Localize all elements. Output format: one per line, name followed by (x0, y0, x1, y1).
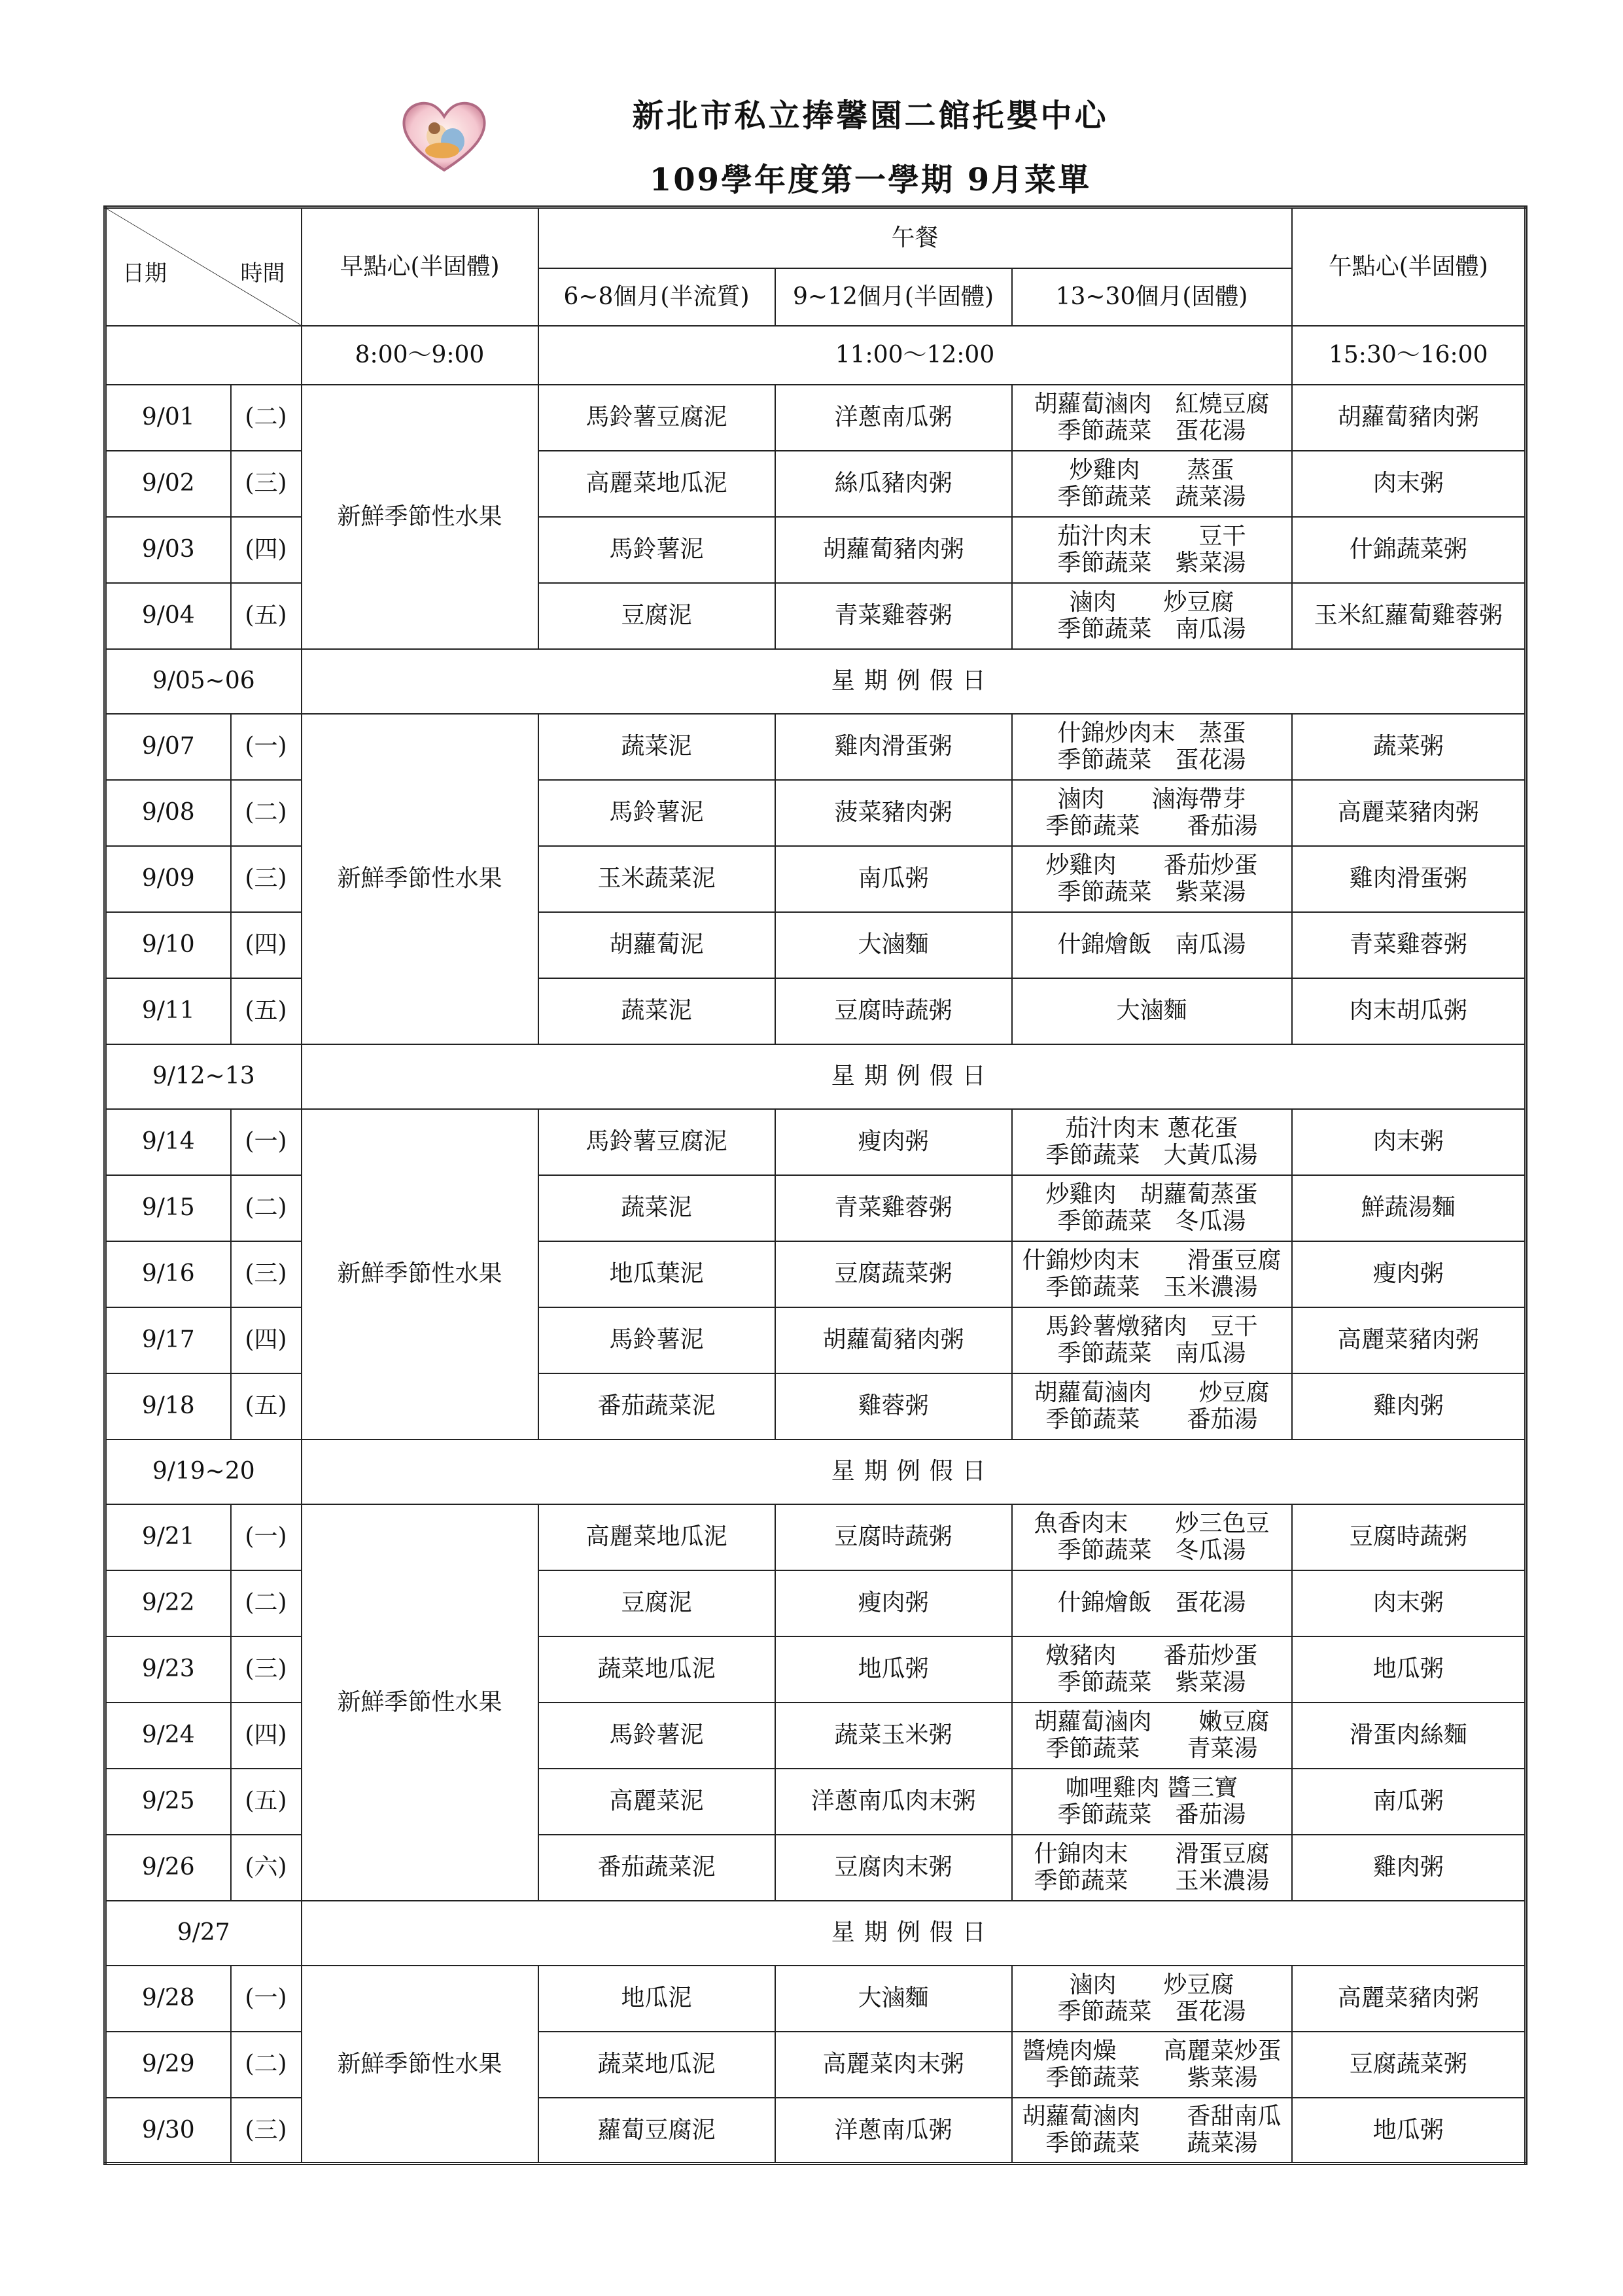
lunch-13-30-line-1: 胡蘿蔔滷肉 炒豆腐 (1034, 1379, 1270, 1406)
lunch-9-12-item: 豆腐時蔬粥 (775, 978, 1012, 1044)
breakfast-fruit: 新鮮季節性水果 (302, 1504, 538, 1901)
menu-date: 9/22 (105, 1570, 231, 1636)
lunch-13-30-item (1012, 2032, 1292, 2098)
lunch-6-8-item: 地瓜泥 (538, 1966, 775, 2032)
menu-weekday: (三) (231, 2098, 302, 2164)
menu-weekday: (一) (231, 1966, 302, 2032)
snack-item: 滑蛋肉絲麵 (1292, 1703, 1526, 1769)
lunch-13-30-line-1: 醬燒肉燥 高麗菜炒蛋 (1022, 2037, 1282, 2064)
lunch-13-30-item (1012, 978, 1292, 1044)
lunch-9-12-item: 胡蘿蔔豬肉粥 (775, 1307, 1012, 1373)
lunch-9-12-item: 胡蘿蔔豬肉粥 (775, 517, 1012, 583)
lunch-13-30-line-1: 什錦炒肉末 滑蛋豆腐 (1022, 1246, 1282, 1274)
holiday-row (105, 1439, 1526, 1504)
lunch-13-30-line-2: 季節蔬菜 南瓜湯 (1057, 616, 1246, 643)
lunch-13-30-line-2: 季節蔬菜 大黃瓜湯 (1045, 1142, 1258, 1169)
lunch-6-8-item: 豆腐泥 (538, 583, 775, 649)
snack-item: 青菜雞蓉粥 (1292, 912, 1526, 978)
lunch-13-30-line-1: 炒雞肉 胡蘿蔔蒸蛋 (1045, 1180, 1258, 1208)
lunch-6-8-item: 馬鈴薯泥 (538, 1703, 775, 1769)
snack-item: 瘦肉粥 (1292, 1241, 1526, 1307)
snack-item: 雞肉粥 (1292, 1835, 1526, 1901)
menu-weekday: (四) (231, 517, 302, 583)
menu-date: 9/21 (105, 1504, 231, 1570)
lunch-13-30-line-2: 季節蔬菜 蔬菜湯 (1045, 2130, 1258, 2157)
snack-item: 雞肉滑蛋粥 (1292, 846, 1526, 912)
menu-row (105, 714, 1526, 780)
lunch-13-30-line-2: 季節蔬菜 紫菜湯 (1045, 2064, 1258, 2091)
lunch-9-12-item: 地瓜粥 (775, 1636, 1012, 1703)
menu-weekday: (二) (231, 780, 302, 846)
menu-date: 9/24 (105, 1703, 231, 1769)
lunch-13-30-item (1012, 1241, 1292, 1307)
lunch-13-30-line-2: 季節蔬菜 冬瓜湯 (1057, 1208, 1246, 1235)
lunch-13-30-item (1012, 2098, 1292, 2164)
page-subtitle: 109學年度第一學期 9月菜單 (649, 162, 1092, 198)
holiday-label: 星期例假日 (302, 1901, 1526, 1966)
snack-item: 胡蘿蔔豬肉粥 (1292, 385, 1526, 451)
lunch-13-30-item (1012, 1570, 1292, 1636)
lunch-9-12-item: 雞蓉粥 (775, 1373, 1012, 1439)
lunch-13-30-item (1012, 1835, 1292, 1901)
lunch-9-12-item: 豆腐蔬菜粥 (775, 1241, 1012, 1307)
lunch-13-30-line-2: 季節蔬菜 番茄湯 (1045, 813, 1258, 839)
snack-item: 肉末粥 (1292, 451, 1526, 517)
lunch-13-30-line-2: 季節蔬菜 番茄湯 (1045, 1406, 1258, 1433)
lunch-13-30-line-1: 炒雞肉 蒸蛋 (1069, 456, 1234, 484)
lunch-6-8-item: 高麗菜泥 (538, 1769, 775, 1835)
menu-date: 9/25 (105, 1769, 231, 1835)
lunch-13-30-line-2: 季節蔬菜 蛋花湯 (1057, 1998, 1246, 2025)
menu-date: 9/03 (105, 517, 231, 583)
lunch-9-12-item: 豆腐時蔬粥 (775, 1504, 1012, 1570)
lunch-13-30-item (1012, 912, 1292, 978)
lunch-9-12-item: 豆腐肉末粥 (775, 1835, 1012, 1901)
menu-date: 9/30 (105, 2098, 231, 2164)
lunch-6-8-header: 6~8個月(半流質) (538, 268, 775, 326)
lunch-13-30-line-1: 茄汁肉末 豆干 (1057, 522, 1246, 550)
holiday-label: 星期例假日 (302, 1439, 1526, 1504)
lunch-13-30-item (1012, 583, 1292, 649)
lunch-13-30-line-2: 季節蔬菜 紫菜湯 (1057, 1669, 1246, 1696)
menu-weekday: (四) (231, 912, 302, 978)
menu-row (105, 1966, 1526, 2032)
holiday-label: 星期例假日 (302, 1044, 1526, 1109)
date-header: 日期 (122, 260, 167, 287)
menu-weekday: (五) (231, 978, 302, 1044)
menu-date: 9/01 (105, 385, 231, 451)
lunch-13-30-item (1012, 1636, 1292, 1703)
menu-table (103, 205, 1527, 2165)
breakfast-fruit: 新鮮季節性水果 (302, 385, 538, 649)
lunch-13-30-line-1: 什錦燴飯 南瓜湯 (1057, 931, 1246, 959)
menu-row (105, 1109, 1526, 1175)
breakfast-fruit: 新鮮季節性水果 (302, 714, 538, 1044)
menu-date: 9/18 (105, 1373, 231, 1439)
lunch-time: 11:00～12:00 (538, 326, 1292, 385)
menu-weekday: (二) (231, 385, 302, 451)
holiday-row (105, 649, 1526, 714)
menu-weekday: (四) (231, 1307, 302, 1373)
lunch-13-30-item (1012, 1769, 1292, 1835)
lunch-13-30-item (1012, 846, 1292, 912)
lunch-9-12-item: 蔬菜玉米粥 (775, 1703, 1012, 1769)
lunch-13-30-item (1012, 1373, 1292, 1439)
snack-item: 雞肉粥 (1292, 1373, 1526, 1439)
lunch-6-8-item: 蔬菜泥 (538, 978, 775, 1044)
snack-item: 豆腐蔬菜粥 (1292, 2032, 1526, 2098)
menu-date: 9/14 (105, 1109, 231, 1175)
lunch-9-12-header: 9~12個月(半固體) (775, 268, 1012, 326)
lunch-9-12-item: 南瓜粥 (775, 846, 1012, 912)
menu-weekday: (五) (231, 1769, 302, 1835)
lunch-13-30-line-1: 什錦炒肉末 蒸蛋 (1057, 719, 1246, 747)
snack-item: 地瓜粥 (1292, 1636, 1526, 1703)
meal-time-row (105, 326, 1526, 385)
menu-date: 9/16 (105, 1241, 231, 1307)
lunch-13-30-line-1: 滷肉 炒豆腐 (1069, 588, 1234, 616)
menu-weekday: (一) (231, 1109, 302, 1175)
snack-item: 肉末胡瓜粥 (1292, 978, 1526, 1044)
holiday-date: 9/19~20 (105, 1439, 302, 1504)
lunch-6-8-item: 蔬菜地瓜泥 (538, 1636, 775, 1703)
lunch-13-30-item (1012, 1175, 1292, 1241)
lunch-13-30-line-2: 季節蔬菜 蛋花湯 (1057, 417, 1246, 444)
menu-date: 9/08 (105, 780, 231, 846)
lunch-9-12-item: 大滷麵 (775, 912, 1012, 978)
breakfast-header: 早點心(半固體) (302, 207, 538, 326)
snack-item: 高麗菜豬肉粥 (1292, 780, 1526, 846)
menu-date: 9/02 (105, 451, 231, 517)
menu-date: 9/29 (105, 2032, 231, 2098)
lunch-13-30-line-1: 炒雞肉 番茄炒蛋 (1045, 851, 1258, 879)
lunch-13-30-line-1: 胡蘿蔔滷肉 香甜南瓜 (1022, 2102, 1282, 2130)
lunch-13-30-line-1: 滷肉 滷海帶芽 (1057, 785, 1246, 813)
lunch-6-8-item: 番茄蔬菜泥 (538, 1835, 775, 1901)
lunch-9-12-item: 青菜雞蓉粥 (775, 1175, 1012, 1241)
lunch-6-8-item: 高麗菜地瓜泥 (538, 1504, 775, 1570)
lunch-13-30-header: 13~30個月(固體) (1012, 268, 1292, 326)
holiday-date: 9/12~13 (105, 1044, 302, 1109)
lunch-9-12-item: 雞肉滑蛋粥 (775, 714, 1012, 780)
menu-date: 9/15 (105, 1175, 231, 1241)
menu-weekday: (二) (231, 1175, 302, 1241)
lunch-9-12-item: 洋蔥南瓜粥 (775, 2098, 1012, 2164)
snack-header: 午點心(半固體) (1292, 207, 1526, 326)
date-time-corner-cell (105, 207, 302, 326)
lunch-6-8-item: 馬鈴薯泥 (538, 517, 775, 583)
lunch-13-30-line-1: 什錦肉末 滑蛋豆腐 (1034, 1840, 1270, 1867)
lunch-13-30-line-2: 季節蔬菜 玉米濃湯 (1034, 1867, 1270, 1894)
menu-weekday: (六) (231, 1835, 302, 1901)
lunch-9-12-item: 洋蔥南瓜粥 (775, 385, 1012, 451)
lunch-9-12-item: 絲瓜豬肉粥 (775, 451, 1012, 517)
menu-row (105, 1504, 1526, 1570)
snack-item: 高麗菜豬肉粥 (1292, 1966, 1526, 2032)
menu-date: 9/23 (105, 1636, 231, 1703)
snack-item: 蔬菜粥 (1292, 714, 1526, 780)
menu-weekday: (一) (231, 1504, 302, 1570)
lunch-13-30-line-2: 季節蔬菜 冬瓜湯 (1057, 1537, 1246, 1564)
lunch-13-30-line-1: 胡蘿蔔滷肉 嫩豆腐 (1034, 1708, 1270, 1735)
lunch-header: 午餐 (538, 207, 1292, 268)
page-header (0, 0, 1623, 203)
holiday-date: 9/05~06 (105, 649, 302, 714)
menu-weekday: (二) (231, 2032, 302, 2098)
menu-weekday: (一) (231, 714, 302, 780)
lunch-6-8-item: 馬鈴薯泥 (538, 1307, 775, 1373)
lunch-13-30-line-1: 什錦燴飯 蛋花湯 (1057, 1589, 1246, 1617)
time-header: 時間 (240, 260, 285, 287)
lunch-9-12-item: 高麗菜肉末粥 (775, 2032, 1012, 2098)
lunch-6-8-item: 蔬菜地瓜泥 (538, 2032, 775, 2098)
lunch-9-12-item: 青菜雞蓉粥 (775, 583, 1012, 649)
lunch-13-30-line-1: 茄汁肉末 蔥花蛋 (1065, 1114, 1238, 1142)
lunch-6-8-item: 馬鈴薯豆腐泥 (538, 1109, 775, 1175)
lunch-13-30-line-2: 季節蔬菜 蔬菜湯 (1057, 484, 1246, 510)
lunch-13-30-item (1012, 517, 1292, 583)
lunch-9-12-item: 大滷麵 (775, 1966, 1012, 2032)
menu-weekday: (五) (231, 1373, 302, 1439)
breakfast-fruit: 新鮮季節性水果 (302, 1966, 538, 2164)
lunch-13-30-line-1: 大滷麵 (1116, 997, 1187, 1025)
lunch-13-30-line-1: 滷肉 炒豆腐 (1069, 1971, 1234, 1998)
page-title: 新北市私立捧馨園二館托嬰中心 (632, 97, 1109, 134)
holiday-label: 星期例假日 (302, 649, 1526, 714)
holiday-row (105, 1901, 1526, 1966)
lunch-13-30-line-2: 季節蔬菜 紫菜湯 (1057, 879, 1246, 906)
lunch-6-8-item: 玉米蔬菜泥 (538, 846, 775, 912)
menu-weekday: (五) (231, 583, 302, 649)
menu-weekday: (二) (231, 1570, 302, 1636)
lunch-6-8-item: 高麗菜地瓜泥 (538, 451, 775, 517)
menu-date: 9/11 (105, 978, 231, 1044)
lunch-13-30-line-1: 魚香肉末 炒三色豆 (1034, 1510, 1270, 1537)
lunch-13-30-line-1: 胡蘿蔔滷肉 紅燒豆腐 (1034, 390, 1270, 417)
lunch-13-30-item (1012, 1109, 1292, 1175)
lunch-6-8-item: 蔬菜泥 (538, 714, 775, 780)
holiday-row (105, 1044, 1526, 1109)
lunch-13-30-line-1: 馬鈴薯燉豬肉 豆干 (1045, 1313, 1258, 1340)
lunch-6-8-item: 番茄蔬菜泥 (538, 1373, 775, 1439)
menu-weekday: (四) (231, 1703, 302, 1769)
lunch-13-30-item (1012, 451, 1292, 517)
blank-cell (105, 326, 302, 385)
snack-item: 肉末粥 (1292, 1570, 1526, 1636)
menu-date: 9/28 (105, 1966, 231, 2032)
lunch-13-30-item (1012, 1703, 1292, 1769)
snack-item: 南瓜粥 (1292, 1769, 1526, 1835)
lunch-6-8-item: 地瓜葉泥 (538, 1241, 775, 1307)
menu-date: 9/17 (105, 1307, 231, 1373)
menu-weekday: (三) (231, 451, 302, 517)
snack-item: 肉末粥 (1292, 1109, 1526, 1175)
menu-date: 9/04 (105, 583, 231, 649)
lunch-13-30-line-2: 季節蔬菜 蛋花湯 (1057, 747, 1246, 773)
menu-date: 9/26 (105, 1835, 231, 1901)
lunch-13-30-item (1012, 1966, 1292, 2032)
lunch-13-30-item (1012, 714, 1292, 780)
lunch-13-30-line-2: 季節蔬菜 紫菜湯 (1057, 550, 1246, 576)
menu-weekday: (三) (231, 1241, 302, 1307)
breakfast-fruit: 新鮮季節性水果 (302, 1109, 538, 1439)
menu-weekday: (三) (231, 1636, 302, 1703)
snack-item: 地瓜粥 (1292, 2098, 1526, 2164)
lunch-6-8-item: 馬鈴薯豆腐泥 (538, 385, 775, 451)
lunch-6-8-item: 豆腐泥 (538, 1570, 775, 1636)
menu-date: 9/09 (105, 846, 231, 912)
lunch-6-8-item: 胡蘿蔔泥 (538, 912, 775, 978)
snack-item: 玉米紅蘿蔔雞蓉粥 (1292, 583, 1526, 649)
snack-item: 豆腐時蔬粥 (1292, 1504, 1526, 1570)
snack-item: 高麗菜豬肉粥 (1292, 1307, 1526, 1373)
lunch-13-30-item (1012, 780, 1292, 846)
lunch-6-8-item: 蔬菜泥 (538, 1175, 775, 1241)
lunch-6-8-item: 馬鈴薯泥 (538, 780, 775, 846)
lunch-13-30-item (1012, 1307, 1292, 1373)
lunch-13-30-line-1: 咖哩雞肉 醬三寶 (1065, 1774, 1238, 1801)
lunch-13-30-item (1012, 385, 1292, 451)
lunch-9-12-item: 菠菜豬肉粥 (775, 780, 1012, 846)
lunch-9-12-item: 瘦肉粥 (775, 1109, 1012, 1175)
lunch-6-8-item: 蘿蔔豆腐泥 (538, 2098, 775, 2164)
lunch-13-30-line-2: 季節蔬菜 南瓜湯 (1057, 1340, 1246, 1367)
lunch-13-30-item (1012, 1504, 1292, 1570)
lunch-13-30-line-2: 季節蔬菜 青菜湯 (1045, 1735, 1258, 1762)
menu-row (105, 385, 1526, 451)
menu-weekday: (三) (231, 846, 302, 912)
header-row-1 (105, 207, 1526, 268)
lunch-9-12-item: 洋蔥南瓜肉末粥 (775, 1769, 1012, 1835)
lunch-9-12-item: 瘦肉粥 (775, 1570, 1012, 1636)
holiday-date: 9/27 (105, 1901, 302, 1966)
menu-date: 9/10 (105, 912, 231, 978)
lunch-13-30-line-1: 燉豬肉 番茄炒蛋 (1045, 1642, 1258, 1669)
snack-item: 鮮蔬湯麵 (1292, 1175, 1526, 1241)
breakfast-time: 8:00～9:00 (302, 326, 538, 385)
menu-date: 9/07 (105, 714, 231, 780)
lunch-13-30-line-2: 季節蔬菜 番茄湯 (1057, 1801, 1246, 1828)
snack-item: 什錦蔬菜粥 (1292, 517, 1526, 583)
lunch-13-30-line-2: 季節蔬菜 玉米濃湯 (1045, 1274, 1258, 1301)
snack-time: 15:30～16:00 (1292, 326, 1526, 385)
